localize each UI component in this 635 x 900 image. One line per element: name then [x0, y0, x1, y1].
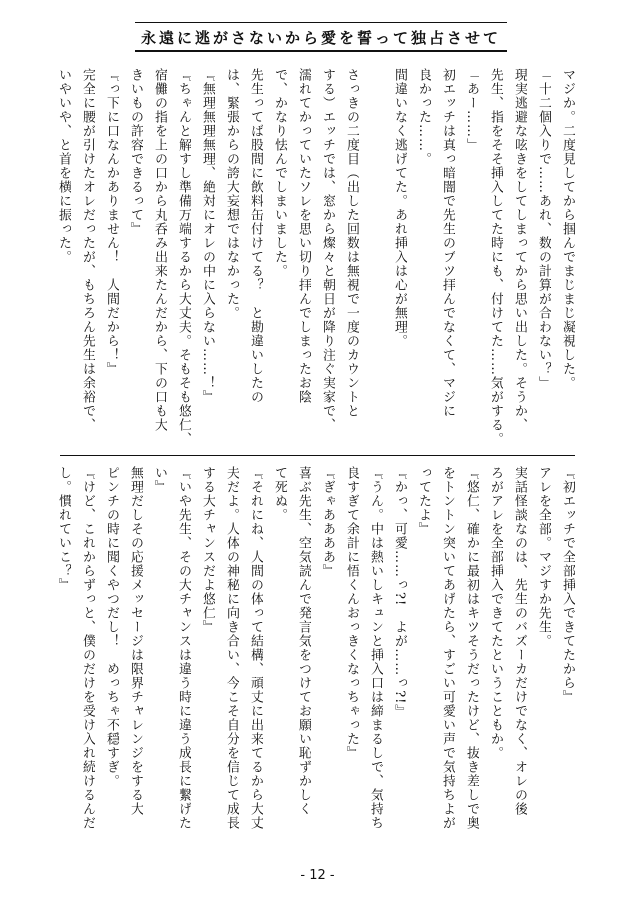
text-column: 『悠仁、確かに最初はキツそうだったけど、抜き差しで奥	[464, 466, 479, 830]
text-column: 現実逃避な呟きをしてしまってから思い出した。そうか、	[512, 68, 527, 432]
text-column: きいもの許容できるって』	[128, 68, 143, 236]
text-column: 間違いなく逃げてた。あれ挿入は心が無理。	[392, 68, 407, 348]
text-column: い』	[152, 466, 167, 494]
text-column: 良すぎて余計に悟くんおっきくなっちゃった』	[344, 466, 359, 760]
text-column: 完全に腰が引けたオレだったが、もちろん先生は余裕で、	[80, 68, 95, 432]
text-column: ピンチの時に聞くやつだし！ めっちゃ不穏すぎ。	[104, 466, 119, 788]
text-column: をトントン突いてあげたら、すごい可愛い声で気持ちよが	[440, 466, 455, 830]
text-column: 『けど、これからずっと、僕のだけを受け入れ続けるんだ	[80, 466, 95, 830]
text-column: て死ぬ。	[272, 466, 287, 522]
text-column: 濡れてかっていたソレを思い切り拝んでしまったお陰	[296, 68, 311, 404]
text-column: 初エッチは真っ暗闇で先生のブツ拝んでなくて、マジに	[440, 68, 455, 418]
text-column: する）エッチでは、窓から燦々と朝日が降り注ぐ実家で、	[320, 68, 335, 432]
text-column: する大チャンスだよ悠仁』	[200, 466, 215, 634]
text-column: 「あー……」	[464, 68, 479, 152]
text-column: ろがアレを全部挿入できてたということもか。	[488, 466, 503, 760]
text-column: アレを全部。マジすか先生。	[536, 466, 551, 648]
text-column: 無理だしその応援メッセージは限界チャレンジをする大	[128, 466, 143, 816]
text-column: 『うん。中は熱いしキュンと挿入口は締まるしで、気持ち	[368, 466, 383, 830]
header-rule-top	[135, 22, 507, 23]
running-header	[135, 22, 507, 52]
text-column: 『かっ、可愛……っ?! よが……っ?!』	[392, 466, 407, 719]
text-column: 『それにね、人間の体って結構、頑丈に出来てるから大丈	[248, 466, 263, 830]
text-column: 『いや先生、その大チャンスは違う時に違う成長に繋げた	[176, 466, 191, 830]
page-number: - 12 -	[300, 868, 335, 883]
text-column: 夫だよ。人体の神秘に向き合い、今こそ自分を信じて成長	[224, 466, 239, 830]
text-column: 喜ぶ先生、空気読んで発言気をつけてお願い恥ずかしく	[296, 466, 311, 816]
text-column: し。慣れていこ？』	[56, 466, 71, 592]
text-column: 『ぎゃああああ』	[320, 466, 335, 578]
text-column: 良かった……。	[416, 68, 431, 166]
header-title: 永遠に逃がさないから愛を誓って独占させて	[140, 28, 501, 47]
text-column: 『ちゃんと解すし準備万端するから大丈夫。そもそも悠仁、	[176, 68, 191, 446]
text-column: 「十二個入りで……あれ、数の計算が合わない？」	[536, 68, 551, 390]
text-column: 『無理無理無理、絶対にオレの中に入らない……！』	[200, 68, 215, 404]
text-column: 宿儺の指を上の口から丸呑み出来たんだから、下の口も大	[152, 68, 167, 432]
text-column: ってたよ』	[416, 466, 431, 536]
header-rule-bottom	[135, 50, 507, 52]
text-column: 『っ下に口なんかありません！ 人間だから！』	[104, 68, 119, 376]
text-column: は、緊張からの誇大妄想ではなかった。	[224, 68, 239, 320]
text-column: 先生ってば股間に飲料缶付けてる？ と勘違いしたの	[248, 68, 263, 404]
text-column: で、かなり怯んでしまいました。	[272, 68, 287, 278]
section-divider	[60, 455, 575, 456]
text-column: 先生、指をそそ挿入してた時にも、付けてた……気がする。	[488, 68, 503, 446]
text-column: 実話怪談なのは、先生のバズーカだけでなく、オレの後	[512, 466, 527, 816]
text-column: 『初エッチで全部挿入できてたから』	[560, 466, 575, 704]
text-column: さっきの二度目（出した回数は無視で一度のカウントと	[344, 68, 359, 418]
text-column: マジか。二度見してから掴んでまじまじ凝視した。	[560, 68, 575, 390]
text-column: いやいや、と首を横に振った。	[56, 68, 71, 264]
